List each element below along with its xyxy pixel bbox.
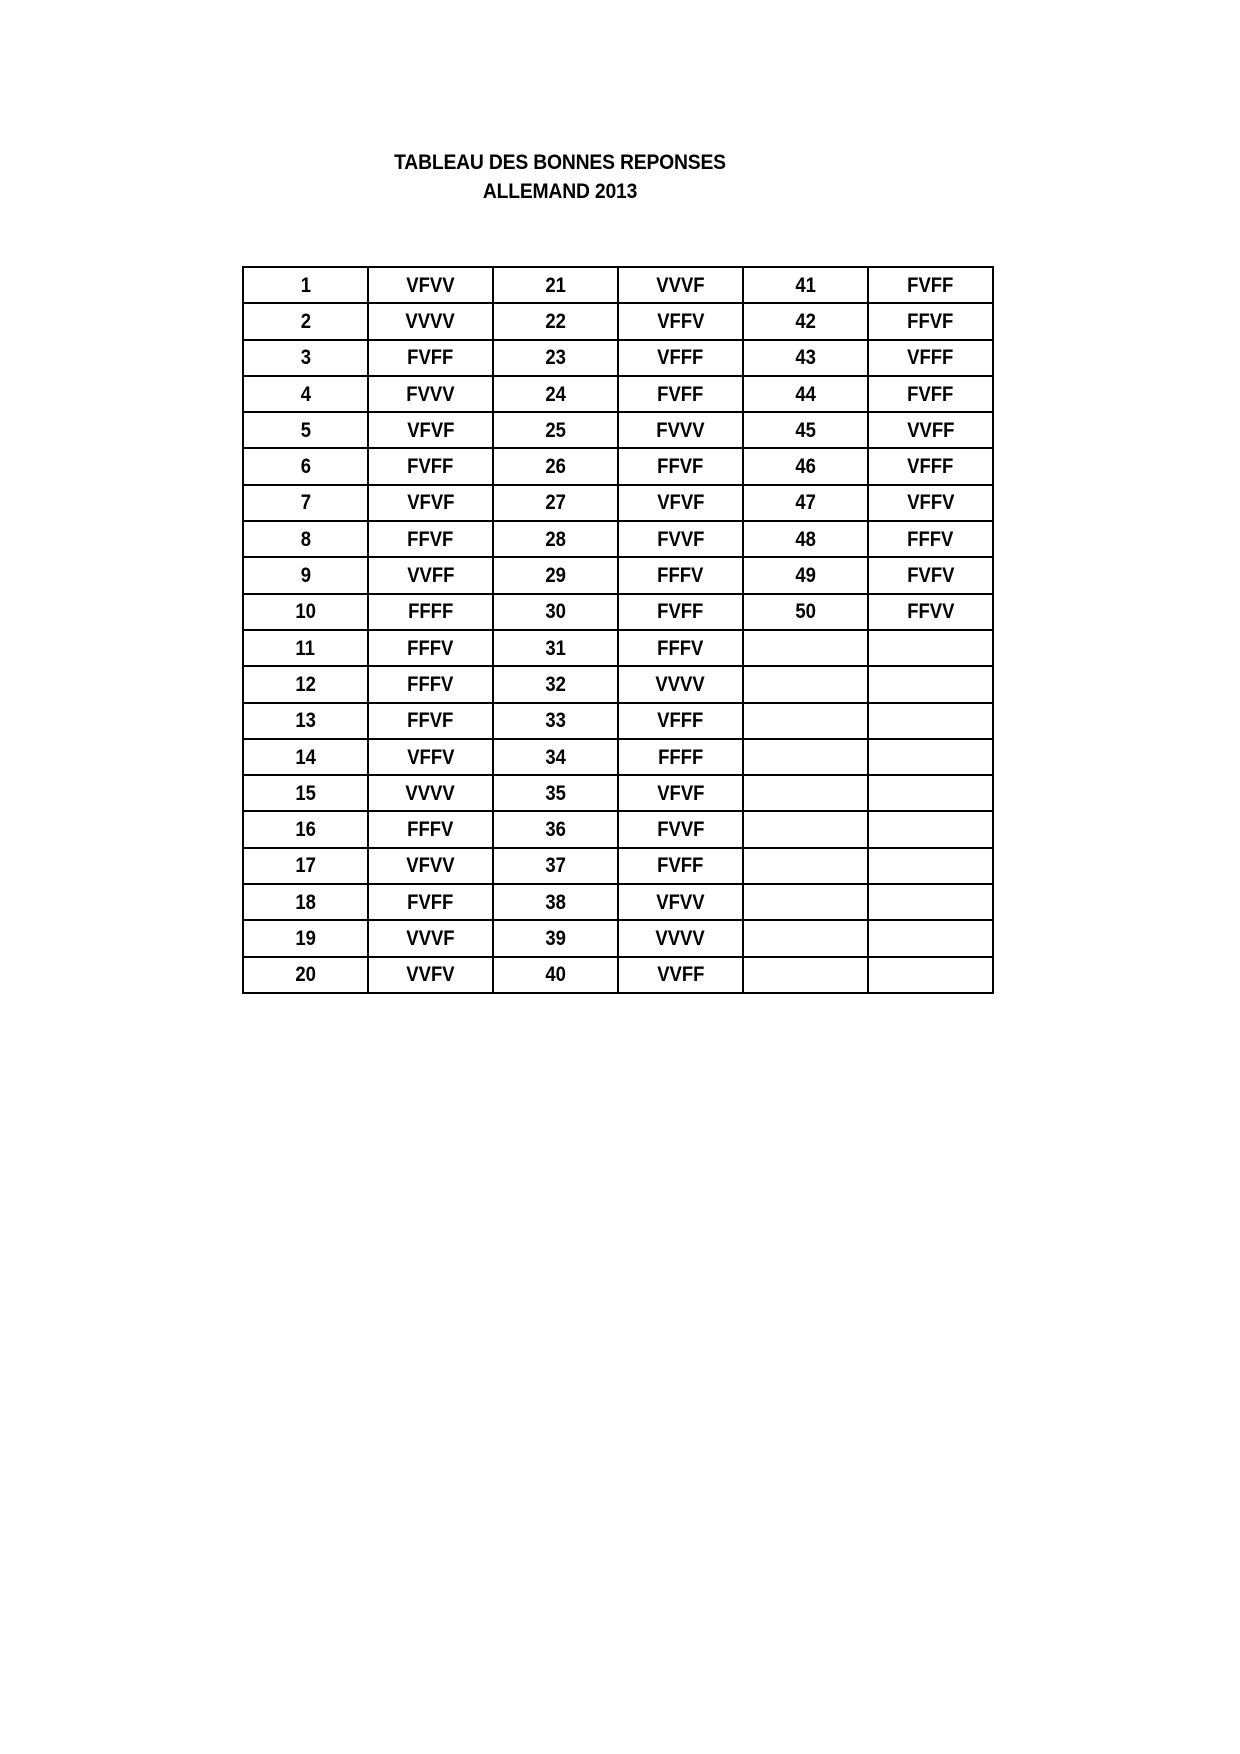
- question-number-cell: [743, 811, 868, 847]
- question-number-cell: [743, 739, 868, 775]
- table-row: [243, 703, 993, 739]
- answer-code: VFFV: [906, 491, 955, 515]
- question-number: 37: [545, 854, 566, 878]
- answer-code: FFVF: [407, 527, 454, 551]
- page-title: [45, 148, 1075, 206]
- table-row: [243, 376, 993, 412]
- question-number: 42: [795, 309, 816, 333]
- question-number: 27: [545, 491, 566, 515]
- question-number: 44: [795, 382, 816, 406]
- question-number: 39: [545, 926, 566, 950]
- question-number-cell: [743, 412, 868, 448]
- table-row: [243, 957, 993, 993]
- table-row: [243, 811, 993, 847]
- answer-code: FVFF: [657, 854, 704, 878]
- answer-code: VFVF: [406, 491, 455, 515]
- question-number: 47: [795, 491, 816, 515]
- question-number-cell: [493, 920, 618, 956]
- question-number: 9: [300, 564, 311, 588]
- answer-code: VFFV: [406, 745, 455, 769]
- answer-code-cell: [368, 303, 493, 339]
- answer-code-cell: [368, 920, 493, 956]
- question-number-cell: [743, 376, 868, 412]
- question-number: 21: [545, 273, 566, 297]
- answer-code: FVFF: [907, 382, 954, 406]
- answer-code-cell: [868, 521, 993, 557]
- question-number-cell: [743, 340, 868, 376]
- answer-code-cell: [368, 848, 493, 884]
- answer-code: VVVF: [656, 273, 705, 297]
- question-number-cell: [493, 412, 618, 448]
- table-row: [243, 303, 993, 339]
- answer-code-cell: [868, 848, 993, 884]
- table-row: [243, 267, 993, 303]
- answer-code-cell: [868, 775, 993, 811]
- table-row: [243, 848, 993, 884]
- question-number-cell: [243, 848, 368, 884]
- question-number: 13: [295, 709, 316, 733]
- answer-code: FVFF: [657, 600, 704, 624]
- question-number-cell: [743, 448, 868, 484]
- question-number: 23: [545, 346, 566, 370]
- answer-code-cell: [368, 521, 493, 557]
- question-number: 20: [295, 963, 316, 987]
- question-number: 14: [295, 745, 316, 769]
- question-number-cell: [493, 848, 618, 884]
- table-row: [243, 666, 993, 702]
- answer-code-cell: [618, 448, 743, 484]
- answer-code-cell: [368, 811, 493, 847]
- question-number: 1: [300, 273, 311, 297]
- question-number-cell: [493, 775, 618, 811]
- answer-table-body: [243, 267, 993, 993]
- table-row: [243, 775, 993, 811]
- question-number: 15: [295, 781, 316, 805]
- question-number-cell: [493, 811, 618, 847]
- answer-code: FVFF: [407, 455, 454, 479]
- answer-code-cell: [368, 957, 493, 993]
- title-line-2: ALLEMAND 2013: [482, 180, 638, 203]
- answer-code: VVVV: [655, 672, 706, 696]
- question-number: 8: [300, 527, 311, 551]
- answer-code-cell: [368, 775, 493, 811]
- answer-code: FFFV: [657, 636, 704, 660]
- answer-code-cell: [868, 485, 993, 521]
- table-row: [243, 594, 993, 630]
- answer-code: FFVV: [906, 600, 955, 624]
- table-row: [243, 557, 993, 593]
- answer-code-cell: [368, 267, 493, 303]
- question-number: 30: [545, 600, 566, 624]
- answer-code: VVVF: [406, 926, 455, 950]
- table-row: [243, 884, 993, 920]
- question-number: 49: [795, 564, 816, 588]
- answer-code: VVFF: [406, 564, 455, 588]
- answer-code: VFFF: [657, 709, 704, 733]
- question-number: 6: [300, 455, 311, 479]
- question-number: 50: [795, 600, 816, 624]
- table-row: [243, 340, 993, 376]
- answer-code-cell: [868, 303, 993, 339]
- answer-code: VVFF: [906, 418, 955, 442]
- table-row: [243, 630, 993, 666]
- question-number-cell: [493, 303, 618, 339]
- question-number-cell: [493, 376, 618, 412]
- question-number-cell: [243, 703, 368, 739]
- question-number-cell: [243, 739, 368, 775]
- answer-code-cell: [618, 848, 743, 884]
- answer-code: VVFV: [406, 963, 455, 987]
- answer-code: FFFV: [407, 636, 454, 660]
- question-number-cell: [243, 920, 368, 956]
- answer-table: [242, 266, 994, 994]
- question-number-cell: [493, 448, 618, 484]
- answer-code-cell: [368, 884, 493, 920]
- answer-code-cell: [618, 811, 743, 847]
- question-number: 36: [545, 818, 566, 842]
- answer-code-cell: [368, 739, 493, 775]
- answer-code-cell: [618, 703, 743, 739]
- question-number: 28: [545, 527, 566, 551]
- question-number-cell: [493, 739, 618, 775]
- answer-code-cell: [368, 412, 493, 448]
- question-number-cell: [243, 630, 368, 666]
- question-number: 5: [300, 418, 311, 442]
- answer-code: FVVV: [406, 382, 455, 406]
- answer-code: VFVF: [656, 491, 705, 515]
- answer-code-cell: [618, 957, 743, 993]
- answer-code-cell: [618, 303, 743, 339]
- question-number-cell: [493, 521, 618, 557]
- answer-code: FVVF: [656, 527, 705, 551]
- answer-code-cell: [368, 485, 493, 521]
- question-number-cell: [243, 594, 368, 630]
- question-number-cell: [743, 557, 868, 593]
- question-number-cell: [743, 848, 868, 884]
- question-number-cell: [243, 775, 368, 811]
- question-number-cell: [493, 703, 618, 739]
- question-number: 12: [295, 672, 316, 696]
- question-number: 33: [545, 709, 566, 733]
- question-number: 3: [300, 346, 311, 370]
- answer-code-cell: [868, 703, 993, 739]
- answer-code-cell: [618, 666, 743, 702]
- answer-code: VFFV: [656, 309, 705, 333]
- answer-code-cell: [868, 267, 993, 303]
- answer-code: FFFF: [657, 745, 704, 769]
- question-number-cell: [243, 521, 368, 557]
- question-number: 46: [795, 455, 816, 479]
- question-number-cell: [743, 267, 868, 303]
- answer-code-cell: [618, 884, 743, 920]
- answer-code-cell: [868, 594, 993, 630]
- answer-code: VFFF: [907, 455, 954, 479]
- question-number: 40: [545, 963, 566, 987]
- answer-code-cell: [868, 557, 993, 593]
- question-number-cell: [243, 811, 368, 847]
- answer-code: FFFV: [907, 527, 954, 551]
- answer-code-cell: [618, 630, 743, 666]
- answer-code: VVVV: [405, 309, 456, 333]
- answer-code: FVVF: [656, 818, 705, 842]
- answer-code-cell: [618, 412, 743, 448]
- answer-code: FVFF: [407, 890, 454, 914]
- answer-code-cell: [618, 557, 743, 593]
- table-row: [243, 412, 993, 448]
- answer-code: FVFV: [906, 564, 955, 588]
- question-number: 24: [545, 382, 566, 406]
- question-number: 2: [300, 309, 311, 333]
- answer-code: VFVF: [656, 781, 705, 805]
- answer-code: FFFV: [407, 672, 454, 696]
- answer-code-cell: [868, 412, 993, 448]
- question-number-cell: [243, 267, 368, 303]
- answer-code-cell: [618, 594, 743, 630]
- question-number: 16: [295, 818, 316, 842]
- question-number-cell: [743, 521, 868, 557]
- answer-code: VFVV: [406, 273, 455, 297]
- question-number: 19: [295, 926, 316, 950]
- question-number-cell: [743, 666, 868, 702]
- question-number: 22: [545, 309, 566, 333]
- answer-code: FFFV: [657, 564, 704, 588]
- question-number-cell: [743, 630, 868, 666]
- question-number-cell: [743, 485, 868, 521]
- question-number-cell: [493, 884, 618, 920]
- question-number-cell: [243, 303, 368, 339]
- table-row: [243, 521, 993, 557]
- question-number-cell: [493, 557, 618, 593]
- question-number: 45: [795, 418, 816, 442]
- question-number: 29: [545, 564, 566, 588]
- question-number-cell: [243, 557, 368, 593]
- question-number: 7: [300, 491, 311, 515]
- answer-code-cell: [868, 340, 993, 376]
- answer-code-cell: [618, 920, 743, 956]
- question-number-cell: [743, 775, 868, 811]
- question-number-cell: [493, 630, 618, 666]
- answer-code: FVFF: [657, 382, 704, 406]
- answer-code-cell: [868, 884, 993, 920]
- answer-code-cell: [368, 666, 493, 702]
- question-number-cell: [243, 884, 368, 920]
- question-number-cell: [243, 448, 368, 484]
- answer-code-cell: [868, 920, 993, 956]
- question-number: 34: [545, 745, 566, 769]
- answer-code-cell: [368, 340, 493, 376]
- question-number: 17: [295, 854, 316, 878]
- answer-code-cell: [368, 557, 493, 593]
- answer-code: FFFF: [407, 600, 454, 624]
- question-number-cell: [243, 485, 368, 521]
- answer-code-cell: [368, 448, 493, 484]
- answer-code-cell: [618, 340, 743, 376]
- question-number: 25: [545, 418, 566, 442]
- table-row: [243, 739, 993, 775]
- answer-code-cell: [868, 666, 993, 702]
- answer-code: VVFF: [656, 963, 705, 987]
- answer-code: VVVV: [655, 926, 706, 950]
- answer-code-cell: [368, 703, 493, 739]
- answer-code: FFVF: [407, 709, 454, 733]
- question-number-cell: [743, 957, 868, 993]
- answer-code: VFVV: [656, 890, 705, 914]
- answer-code-cell: [868, 376, 993, 412]
- question-number-cell: [243, 957, 368, 993]
- answer-code-cell: [368, 630, 493, 666]
- answer-code: VFFF: [657, 346, 704, 370]
- answer-code-cell: [868, 811, 993, 847]
- answer-code: VFFF: [907, 346, 954, 370]
- question-number: 26: [545, 455, 566, 479]
- answer-code: FVVV: [656, 418, 705, 442]
- answer-code-cell: [868, 448, 993, 484]
- question-number: 43: [795, 346, 816, 370]
- answer-code: FFVF: [907, 309, 954, 333]
- table-row: [243, 448, 993, 484]
- question-number-cell: [743, 594, 868, 630]
- question-number: 32: [545, 672, 566, 696]
- question-number: 4: [300, 382, 311, 406]
- question-number-cell: [743, 884, 868, 920]
- answer-code-cell: [868, 957, 993, 993]
- answer-code-cell: [618, 267, 743, 303]
- question-number: 18: [295, 890, 316, 914]
- question-number-cell: [493, 485, 618, 521]
- question-number-cell: [243, 376, 368, 412]
- answer-code-cell: [368, 376, 493, 412]
- question-number-cell: [243, 666, 368, 702]
- answer-code: FVFF: [407, 346, 454, 370]
- question-number: 11: [295, 636, 316, 660]
- question-number-cell: [243, 412, 368, 448]
- answer-code: FFVF: [657, 455, 704, 479]
- table-row: [243, 920, 993, 956]
- answer-code-cell: [618, 485, 743, 521]
- answer-code: VFVV: [406, 854, 455, 878]
- question-number: 10: [295, 600, 316, 624]
- question-number-cell: [493, 666, 618, 702]
- answer-code-cell: [618, 521, 743, 557]
- question-number-cell: [743, 303, 868, 339]
- answer-code-cell: [618, 775, 743, 811]
- answer-code: VFVF: [406, 418, 455, 442]
- answer-code-cell: [868, 630, 993, 666]
- question-number-cell: [493, 594, 618, 630]
- question-number: 31: [545, 636, 566, 660]
- table-row: [243, 485, 993, 521]
- question-number-cell: [493, 267, 618, 303]
- question-number-cell: [743, 920, 868, 956]
- question-number-cell: [743, 703, 868, 739]
- answer-code: FFFV: [407, 818, 454, 842]
- question-number: 35: [545, 781, 566, 805]
- question-number-cell: [493, 340, 618, 376]
- question-number-cell: [243, 340, 368, 376]
- answer-code-cell: [368, 594, 493, 630]
- answer-code-cell: [868, 739, 993, 775]
- answer-code-cell: [618, 739, 743, 775]
- question-number-cell: [493, 957, 618, 993]
- title-line-1: TABLEAU DES BONNES REPONSES: [394, 151, 726, 174]
- answer-code: VVVV: [405, 781, 456, 805]
- answer-code: FVFF: [907, 273, 954, 297]
- answer-code-cell: [618, 376, 743, 412]
- question-number: 38: [545, 890, 566, 914]
- question-number: 48: [795, 527, 816, 551]
- question-number: 41: [795, 273, 816, 297]
